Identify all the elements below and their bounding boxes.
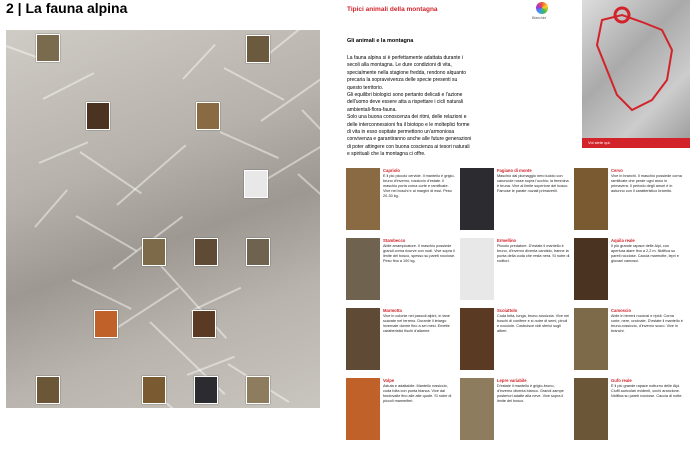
- location-inset-map: [582, 0, 690, 148]
- animal-thumbnail: [36, 34, 60, 62]
- right-page: [340, 0, 690, 460]
- animal-description: Vive in branchi. Il maschio possiede corna ramificate che perde ogni anno in primavera. Il periodo degli amori è in autunno con il caratteristico bramito.: [611, 174, 682, 193]
- mountain-ridge: [220, 131, 279, 159]
- animal-description: Maschio dal piumaggio nero lucido con caruncole rosse sopra l'occhio; la femmina è bruna. Vive al limite superiore del bosco. Famose le parate nuziali primaverili.: [497, 174, 569, 193]
- mountain-ridge: [260, 71, 320, 121]
- alpine-panorama-map: [6, 30, 320, 408]
- animal-description: Piccolo predatore. D'estate il mantello è bruno, d'inverno diventa candido, tranne la punta della coda che resta nera. Si nutre di roditori.: [497, 244, 570, 263]
- animal-photo: [346, 308, 380, 370]
- mountain-ridge: [191, 287, 242, 312]
- animal-photo: [346, 168, 380, 230]
- mountain-ridge: [43, 72, 95, 100]
- animal-thumbnail: [246, 238, 270, 266]
- animal-name: Marmotta: [383, 308, 402, 313]
- animal-description: Vive in colonie nei pascoli alpini, in tane scavate nel terreno. Durante il letargo invernale dorme fino a sei mesi. Emette caratteristici fischi d'allarme.: [383, 314, 450, 333]
- animal-card: [346, 378, 458, 466]
- animal-photo: [460, 168, 494, 230]
- animal-description: Il più grande rapace delle Alpi, con apertura alare fino a 2,2 m. Nidifica su pareti rocciose. Caccia marmotte, lepri e giovani camosci.: [611, 244, 679, 263]
- intro-heading: Gli animali e la montagna: [347, 38, 414, 44]
- animal-thumbnail: [194, 376, 218, 404]
- animal-name: Cervo: [611, 168, 623, 173]
- animal-name: Gufo reale: [611, 378, 632, 383]
- animal-name: Stambecco: [383, 238, 406, 243]
- animal-name: Scoiattolo: [497, 308, 518, 313]
- mountain-ridge: [72, 279, 132, 310]
- inset-caption: Voi siete qui.: [582, 138, 690, 148]
- animal-description: È il più piccolo cervide. Il mantello è grigio-bruno d'inverno, rossiccio d'estate. Il maschio porta corna corte e ramificate. Vive nei boschi e ai margini di essi. Peso 20-30 kg.: [383, 174, 455, 198]
- animal-thumbnail: [36, 376, 60, 404]
- intro-paragraph: Solo una buona conoscenza dei ritmi, delle relazioni e delle interconnessioni fra il biotopo e le molteplici forme di vita in esso ospitate permettono un'armoniosa convivenza e garantiranno anche alle future generazioni di poter attingere con buona coscienza ai tesori naturali e spirituali che la montagna ci offre.: [347, 114, 472, 158]
- animal-thumbnail: [142, 238, 166, 266]
- logo-text: Bianchini: [532, 16, 547, 20]
- route-map-icon: [582, 0, 690, 138]
- animal-photo: [574, 308, 608, 370]
- animal-thumbnail: [246, 35, 270, 63]
- mountain-ridge: [182, 44, 216, 80]
- animal-description: Abile in terreni rocciosi e ripidi. Corna corte, nere, uncinate. D'estate il mantello è bruno-rossiccio, d'inverno scuro. Vive in branchi.: [611, 314, 683, 333]
- animal-thumbnail: [192, 310, 216, 338]
- animal-photo: [346, 238, 380, 300]
- animal-name: Lepre variabile: [497, 378, 527, 383]
- intro-paragraph: La fauna alpina si è perfettamente adattata durante i secoli alla montagna. Le dure condizioni di vita, specialmente nella stagione fredda, rendono alquanto precaria la sopravvivenza delle specie presenti su questo territorio.: [347, 55, 466, 91]
- animal-card: [574, 378, 686, 466]
- animal-card: [460, 378, 572, 466]
- animal-description: Astuta e adattabile. Mantello rossiccio, coda folta con punta bianca. Vive dal fondovalle fino alle alte quote. Si nutre di piccoli mammiferi.: [383, 384, 452, 403]
- mountain-ridge: [34, 189, 68, 227]
- animal-description: Abile arrampicatore. Il maschio possiede grandi corna ricurve con nodi. Vive sopra il limite del bosco, spesso su pareti rocciose. Peso fino a 100 kg.: [383, 244, 456, 263]
- animal-thumbnail: [244, 170, 268, 198]
- animal-thumbnail: [246, 376, 270, 404]
- animal-name: Fagiano di monte: [497, 168, 532, 173]
- mountain-ridge: [79, 151, 141, 194]
- animal-name: Capriolo: [383, 168, 400, 173]
- mountain-ridge: [224, 67, 285, 101]
- animal-name: Camoscio: [611, 308, 632, 313]
- intro-text: [347, 55, 473, 159]
- animal-photo: [574, 168, 608, 230]
- animal-photo: [574, 238, 608, 300]
- animal-photo: [460, 238, 494, 300]
- animal-photo: [346, 378, 380, 440]
- mountain-ridge: [297, 173, 320, 243]
- mountain-ridge: [76, 215, 138, 252]
- animal-name: Ermellino: [497, 238, 517, 243]
- animal-description: D'estate il mantello è grigio-bruno, d'inverno diventa bianco. Grandi zampe posteriori adatte alla neve. Vive sopra il limite del bosco.: [497, 384, 564, 403]
- animal-thumbnail: [194, 238, 218, 266]
- animal-photo: [574, 378, 608, 440]
- mountain-ridge: [116, 145, 186, 206]
- animal-name: Volpe: [383, 378, 395, 383]
- animal-description: Coda folta, lunga, bruno-rossiccia. Vive nei boschi di conifere e si nutre di semi, pinoli e nocciole. Costruisce nidi sferici sugli alberi.: [497, 314, 570, 333]
- animal-thumbnail: [142, 376, 166, 404]
- animal-name: Aquila reale: [611, 238, 635, 243]
- mountain-ridge: [108, 287, 179, 334]
- publisher-logo-icon: [536, 2, 548, 14]
- intro-paragraph: Gli equilibri biologici sono pertanto delicati e l'azione dell'uomo deve essere atta a rispettare i cicli naturali ambientali-flora-fauna.: [347, 92, 464, 113]
- animal-photo: [460, 308, 494, 370]
- animal-photo: [460, 378, 494, 440]
- animal-thumbnail: [86, 102, 110, 130]
- animal-description: È il più grande rapace notturno delle Alpi. Ciuffi auricolari evidenti, occhi arancione. Nidifica su pareti rocciose. Caccia di notte.: [611, 384, 683, 398]
- mountain-ridge: [264, 30, 320, 58]
- page-header: 2 | La fauna alpina: [6, 0, 128, 16]
- animal-thumbnail: [94, 310, 118, 338]
- animal-thumbnail: [196, 102, 220, 130]
- page-title: Tipici animali della montagna: [347, 6, 438, 13]
